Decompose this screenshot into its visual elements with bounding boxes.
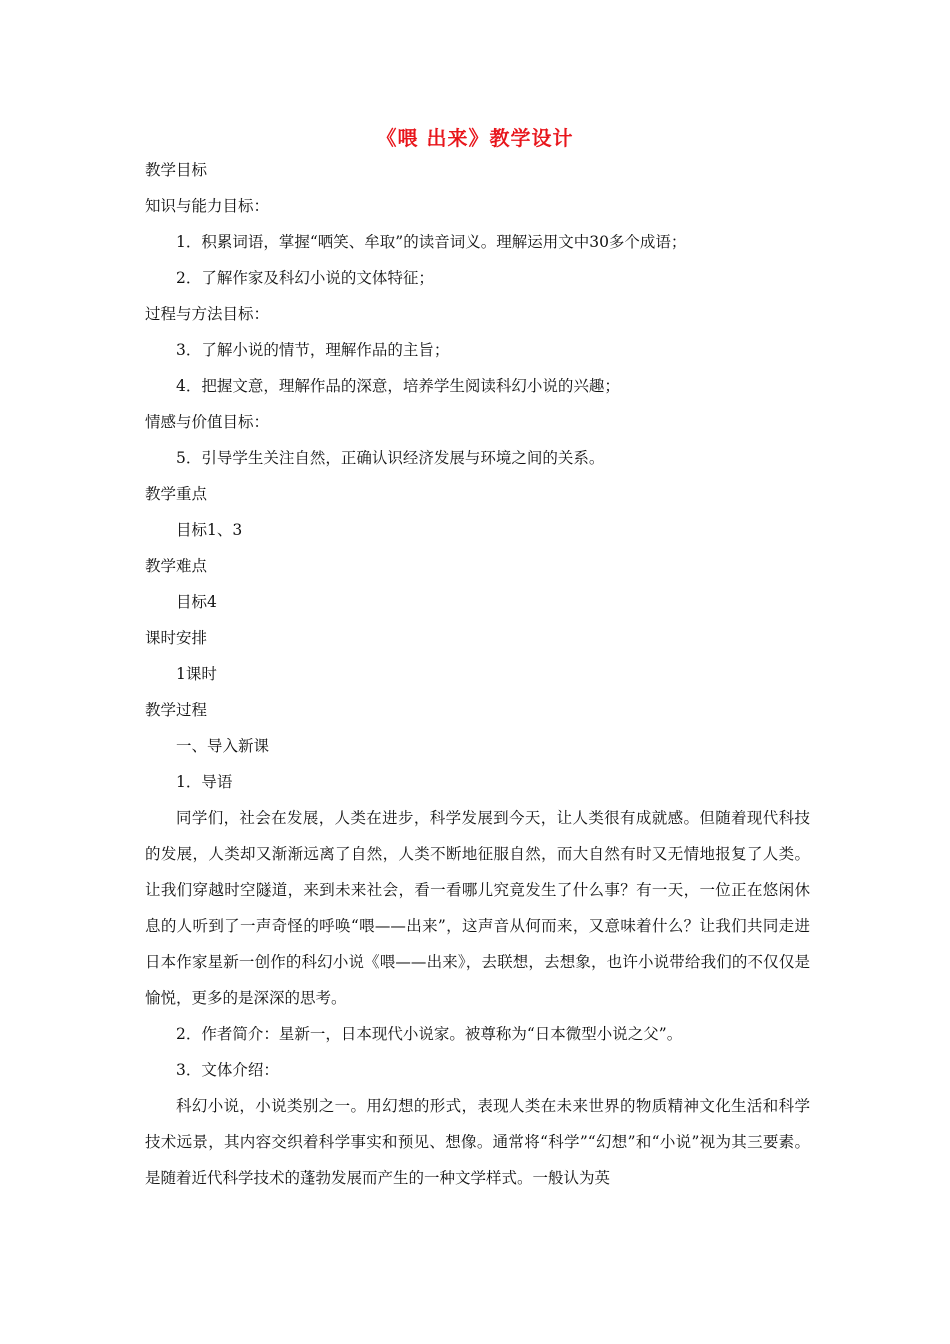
goal-item-1: 1．积累词语，掌握“哂笑、牟取”的读音词义。理解运用文中30多个成语； — [176, 233, 687, 251]
schedule-value: 1课时 — [176, 665, 217, 683]
emotion-heading: 情感与价值目标： — [145, 413, 270, 431]
key-heading: 教学重点 — [145, 485, 208, 503]
schedule-heading: 课时安排 — [145, 629, 208, 647]
goal-item-4: 4．把握文意，理解作品的深意，培养学生阅读科幻小说的兴趣； — [176, 377, 620, 395]
difficult-heading: 教学难点 — [145, 557, 208, 575]
step-heading-1: 一、导入新课 — [176, 737, 270, 755]
step-heading-1-1: 1．导语 — [176, 773, 233, 791]
difficult-value: 目标4 — [176, 593, 217, 611]
step-heading-1-3: 3．文体介绍： — [176, 1061, 279, 1079]
procedure-heading: 教学过程 — [145, 701, 208, 719]
goals-heading: 教学目标 — [145, 161, 208, 179]
intro-paragraph: 同学们，社会在发展，人类在进步，科学发展到今天，让人类很有成就感。但随着现代科技的发展，人类却又渐渐远离了自然，人类不断地征服自然，而大自然有时又无情地报复了人类。让我们穿越时空隧道，来到未来社会，看一看哪儿究竟发生了什么事？有一天，一位正在悠闲休息的人听到了一声奇怪的呼唤“喂——出来”，这声音从何而来，又意味着什么？让我们共同走进日本作家星新一创作的科幻小说《喂——出来》，去联想，去想象，也许小说带给我们的不仅仅是愉悦，更多的是深深的思考。 — [145, 809, 810, 1007]
knowledge-heading: 知识与能力目标： — [145, 197, 270, 215]
goal-item-5: 5．引导学生关注自然，正确认识经济发展与环境之间的关系。 — [176, 449, 605, 467]
goal-item-3: 3．了解小说的情节，理解作品的主旨； — [176, 341, 450, 359]
genre-paragraph: 科幻小说，小说类别之一。用幻想的形式，表现人类在未来世界的物质精神文化生活和科学技术远景，其内容交织着科学事实和预见、想像。通常将“科学”“幻想”和“小说”视为其三要素。是随着近代科学技术的蓬勃发展而产生的一种文学样式。一般认为英 — [145, 1097, 810, 1187]
step-heading-1-2: 2．作者简介：星新一，日本现代小说家。被尊称为“日本微型小说之父”。 — [176, 1025, 683, 1043]
goal-item-2: 2．了解作家及科幻小说的文体特征； — [176, 269, 434, 287]
document-body — [145, 152, 810, 1196]
document-title: 《喂 出来》教学设计 — [376, 126, 574, 150]
process-heading: 过程与方法目标： — [145, 305, 270, 323]
key-value: 目标1、3 — [176, 521, 243, 539]
